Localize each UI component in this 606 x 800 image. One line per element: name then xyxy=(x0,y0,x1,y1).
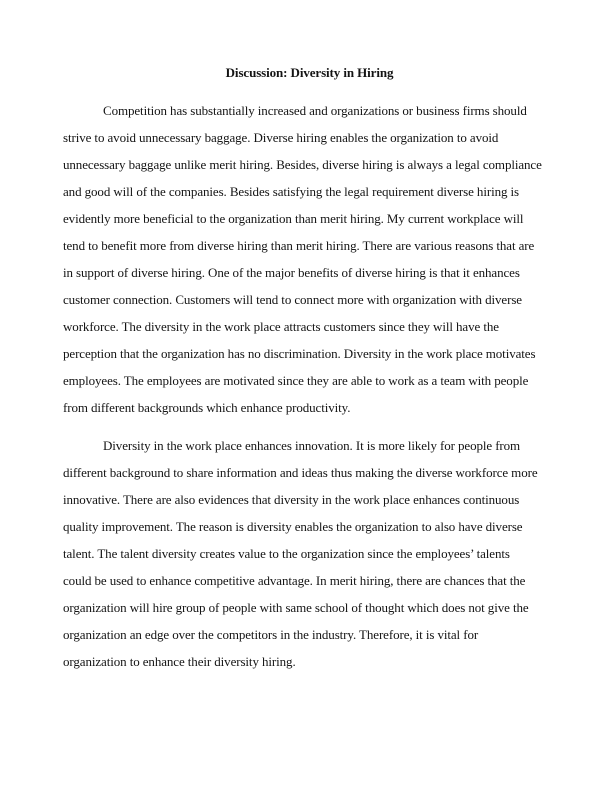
text-line: different background to share information and ideas thus making the diverse workforce more xyxy=(63,465,538,480)
text-line: talent. The talent diversity creates value to the organization since the employees’ talents xyxy=(63,546,510,561)
essay-paragraph-2 xyxy=(63,432,556,675)
text-line: quality improvement. The reason is diversity enables the organization to also have diverse xyxy=(63,519,523,534)
text-line: customer connection. Customers will tend to connect more with organization with diverse xyxy=(63,292,522,307)
text-line: innovative. There are also evidences that diversity in the work place enhances continuous xyxy=(63,492,520,507)
text-line: strive to avoid unnecessary baggage. Diverse hiring enables the organization to avoid xyxy=(63,130,499,145)
text-line: Competition has substantially increased and organizations or business firms should xyxy=(103,103,527,118)
text-line: organization to enhance their diversity hiring. xyxy=(63,654,296,669)
document-title: Discussion: Diversity in Hiring xyxy=(225,65,394,80)
text-line: Diversity in the work place enhances innovation. It is more likely for people from xyxy=(103,438,521,453)
text-line: organization an edge over the competitors in the industry. Therefore, it is vital for xyxy=(63,627,479,642)
text-line: and good will of the companies. Besides satisfying the legal requirement diverse hiring is xyxy=(63,184,520,199)
text-line: from different backgrounds which enhance productivity. xyxy=(63,400,351,415)
text-line: workforce. The diversity in the work place attracts customers since they will have the xyxy=(63,319,499,334)
text-line: evidently more beneficial to the organization than merit hiring. My current workplace will xyxy=(63,211,524,226)
essay-paragraph-1 xyxy=(63,97,556,421)
text-line: perception that the organization has no discrimination. Diversity in the work place motivates xyxy=(63,346,536,361)
text-line: could be used to enhance competitive advantage. In merit hiring, there are chances that the xyxy=(63,573,526,588)
text-line: unnecessary baggage unlike merit hiring. Besides, diverse hiring is always a legal compliance xyxy=(63,157,542,172)
text-line: tend to benefit more from diverse hiring than merit hiring. There are various reasons that are xyxy=(63,238,535,253)
text-line: organization will hire group of people with same school of thought which does not give the xyxy=(63,600,529,615)
text-line: in support of diverse hiring. One of the major benefits of diverse hiring is that it enhances xyxy=(63,265,520,280)
text-line: employees. The employees are motivated since they are able to work as a team with people xyxy=(63,373,529,388)
